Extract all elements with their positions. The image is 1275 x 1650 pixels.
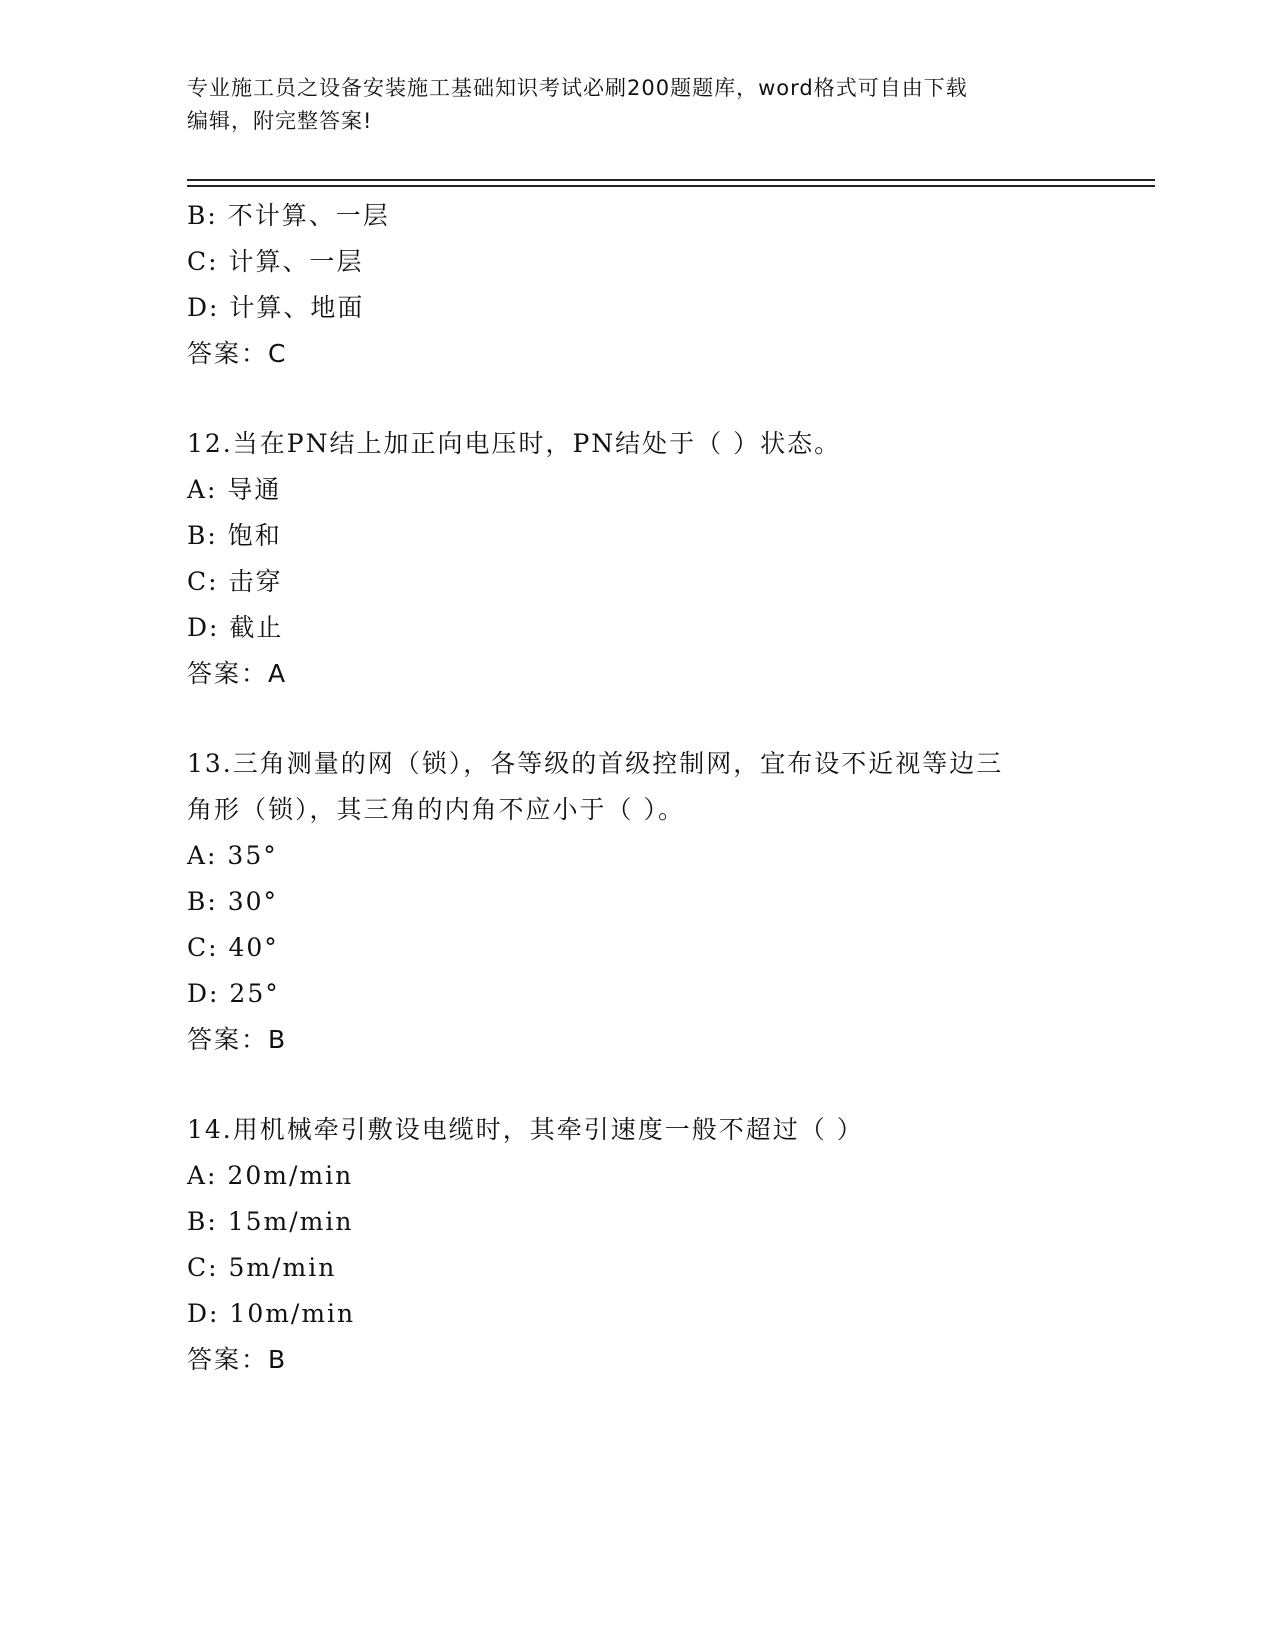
option-a: A: 20m/min: [187, 1161, 354, 1190]
option-d: D: 25°: [187, 979, 280, 1008]
answer-label: 答案：C: [187, 339, 288, 368]
question-13: [187, 741, 1087, 1063]
answer-label: 答案：A: [187, 659, 288, 688]
option-c: C: 40°: [187, 933, 279, 962]
header-title-line-2: 编辑，附完整答案!: [187, 109, 373, 133]
document-header: [187, 72, 1087, 138]
header-divider-bottom: [187, 185, 1155, 187]
option-c: C: 击穿: [187, 567, 283, 596]
option-b: B: 15m/min: [187, 1207, 354, 1236]
option-c: C: 计算、一层: [187, 247, 364, 276]
answer-label: 答案：B: [187, 1025, 288, 1054]
option-b: B: 不计算、一层: [187, 201, 390, 230]
question-text: 12.当在PN结上加正向电压时，PN结处于（ ）状态。: [187, 429, 842, 458]
option-a: A: 35°: [187, 841, 278, 870]
question-12: [187, 421, 1087, 697]
question-text-line-1: 13.三角测量的网（锁），各等级的首级控制网，宜布设不近视等边三: [187, 749, 1004, 778]
option-d: D: 计算、地面: [187, 293, 365, 322]
header-divider-top: [187, 179, 1155, 181]
question-11-continued: [187, 193, 1087, 377]
option-a: A: 导通: [187, 475, 282, 504]
option-b: B: 30°: [187, 887, 279, 916]
option-b: B: 饱和: [187, 521, 282, 550]
option-d: D: 10m/min: [187, 1299, 356, 1328]
question-text-line-2: 角形（锁），其三角的内角不应小于（ ）。: [187, 795, 685, 824]
option-d: D: 截止: [187, 613, 284, 642]
header-title-line-1: 专业施工员之设备安装施工基础知识考试必刷200题题库，word格式可自由下载: [187, 76, 968, 100]
question-14: [187, 1107, 1087, 1383]
question-text: 14.用机械牵引敷设电缆时，其牵引速度一般不超过（ ）: [187, 1115, 864, 1144]
answer-label: 答案：B: [187, 1345, 288, 1374]
question-list: [187, 193, 1087, 1383]
option-c: C: 5m/min: [187, 1253, 337, 1282]
